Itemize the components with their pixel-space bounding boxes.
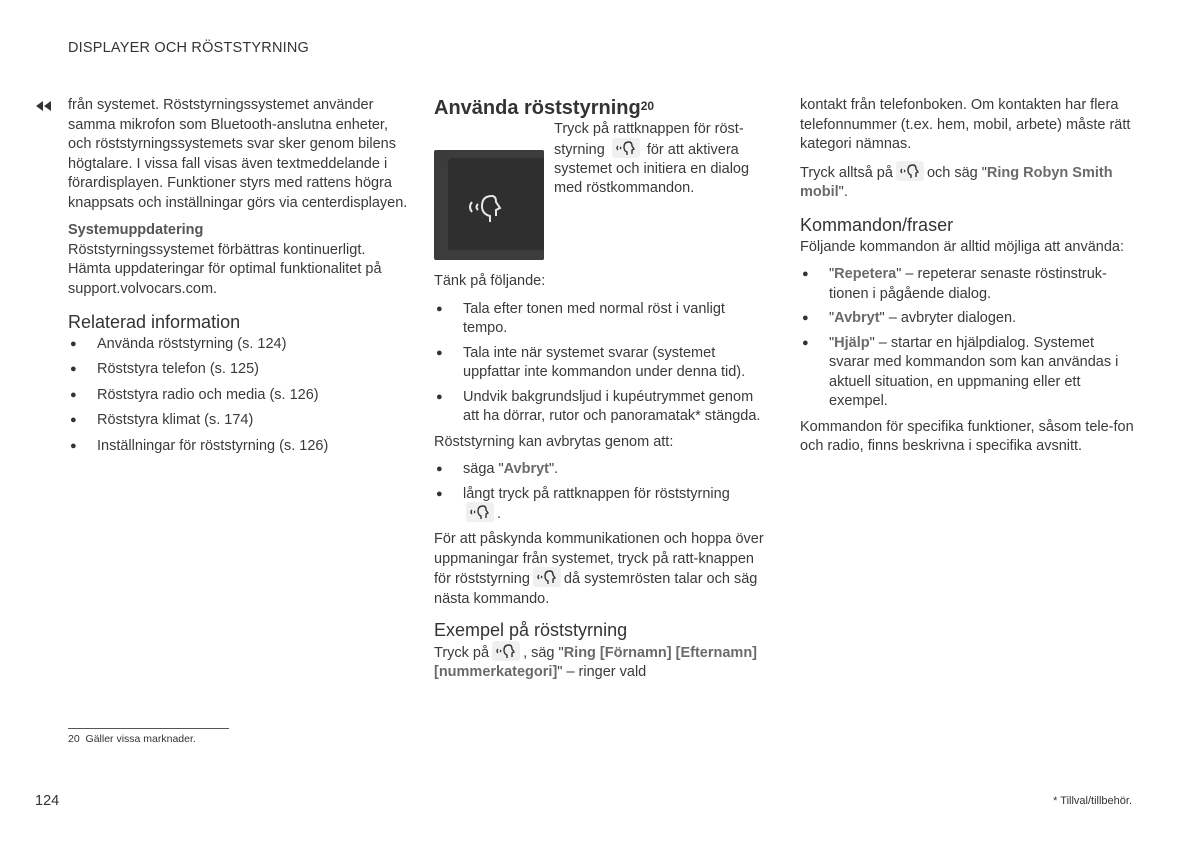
consider-intro: Tänk på följande: <box>434 273 546 289</box>
page-header: DISPLAYER OCH RÖSTSTYRNING <box>68 40 309 56</box>
text: då systemrösten talar och säg nästa kommando. <box>434 571 758 607</box>
cancel-intro: Röststyrning kan avbrytas genom att: <box>434 433 674 450</box>
text: , säg " <box>523 644 564 661</box>
update-paragraph: Röststyrningssystemet förbättras kontinuerligt. Hämta uppdateringar för optimal funktionalitet på support.volvocars.com. <box>68 241 382 297</box>
column-middle <box>434 96 769 690</box>
column-left <box>68 96 408 462</box>
text: – startar en hjälpdialog. Systemet svarar med kommandon som kan användas i aktuell situation, en uppmaning eller ett exempel. <box>829 334 1119 410</box>
caption-text-a: Tryck på rattknappen för röst-styrning <box>554 121 744 158</box>
text: . <box>497 505 502 522</box>
list-item: ● Tala inte när systemet svarar (systemet uppfattar inte kommandon under denna tid). <box>434 344 769 383</box>
command-text: Avbryt <box>503 461 550 477</box>
text: – repeterar senaste röstinstruk-tionen i pågående dialog. <box>829 266 1107 302</box>
voice-control-icon <box>492 641 520 661</box>
related-link[interactable]: ● Använda röststyrning (s. 124) <box>68 335 408 355</box>
command-text: Hjälp <box>834 334 870 351</box>
command-text: Repetera <box>834 266 897 283</box>
list-item: ● "Repetera" – repeterar senaste röstinstruk-tionen i pågående dialog. <box>800 265 1135 304</box>
text: säga " <box>463 461 504 477</box>
related-link[interactable]: ● Röststyra telefon (s. 125) <box>68 360 408 380</box>
cancel-list <box>434 460 769 524</box>
steering-button-figure <box>434 150 544 260</box>
command-text: Ring Robyn Smith mobil <box>800 164 1113 200</box>
example-paragraph <box>434 643 769 683</box>
related-link[interactable]: ● Röststyra klimat (s. 174) <box>68 411 408 431</box>
text: Tryck alltså på <box>800 164 893 181</box>
list-item <box>434 460 769 480</box>
column-right <box>800 96 1135 465</box>
list-item: ● Tala efter tonen med normal röst i vanligt tempo. <box>434 300 769 339</box>
option-note: * Tillval/tillbehör. <box>1053 795 1132 807</box>
related-heading: Relaterad information <box>68 312 241 332</box>
section-heading <box>434 96 769 120</box>
section-heading-text: Använda röststyrning <box>434 97 641 119</box>
text: För att påskynda kommunikationen och hoppa över uppmaningar från systemet, tryck på ratt-knappen för röststyrning <box>434 531 764 588</box>
list-item: ● "Hjälp" – startar en hjälpdialog. Systemet svarar med kommandon som kan användas i aktuell situation, en uppmaning eller ett exempel. <box>800 334 1135 412</box>
text: Tryck på <box>434 644 490 661</box>
footnote-text: Gäller vissa marknader. <box>85 733 196 745</box>
command-text: Avbryt <box>834 310 880 327</box>
footnote-number: 20 <box>68 733 80 745</box>
text: långt tryck på rattknappen för röststyrning <box>463 485 730 502</box>
list-item <box>434 485 769 525</box>
text: " – ringer vald <box>557 663 647 680</box>
list-item: ● Undvik bakgrundsljud i kupéutrymmet genom att ha dörrar, rutor och panoramatak* stängda. <box>434 388 769 427</box>
related-list <box>68 335 408 457</box>
footnote <box>68 733 196 745</box>
figure-caption <box>554 120 769 199</box>
double-left-arrow-icon[interactable] <box>36 98 52 116</box>
text: ". <box>549 461 559 477</box>
consider-list <box>434 300 769 427</box>
text: och säg " <box>926 164 987 181</box>
voice-control-icon <box>896 161 924 181</box>
voice-control-icon <box>612 138 640 158</box>
outro-paragraph: Kommandon för specifika funktioner, såsom tele-fon och radio, finns beskrivna i specifika avsnitt. <box>800 418 1134 455</box>
continuation-paragraph: kontakt från telefonboken. Om kontakten har flera telefonnummer (t.ex. hem, mobil, arbete) måste rätt kategori nämnas. <box>800 97 1131 152</box>
caption-text-b: för att aktivera systemet och initiera en dialog med röstkommandon. <box>554 141 750 197</box>
voice-control-icon <box>533 567 561 587</box>
speed-paragraph <box>434 530 769 609</box>
voice-control-icon <box>466 502 494 522</box>
example-heading: Exempel på röststyrning <box>434 620 628 641</box>
text: ". <box>838 183 848 200</box>
footnote-ref[interactable]: 20 <box>640 99 655 113</box>
update-heading: Systemuppdatering <box>68 222 204 238</box>
commands-intro: Följande kommandon är alltid möjliga att använda: <box>800 238 1125 255</box>
text: – avbryter dialogen. <box>884 310 1017 327</box>
commands-list <box>800 265 1135 412</box>
command-text: Ring [Förnamn] [Efternamn] [nummerkategori] <box>434 644 758 680</box>
list-item: ● "Avbryt" – avbryter dialogen. <box>800 309 1135 329</box>
related-link[interactable]: ● Inställningar för röststyrning (s. 126) <box>68 437 408 457</box>
intro-paragraph: från systemet. Röststyrningssystemet använder samma mikrofon som Bluetooth-anslutna enheter, och röststyrningssystemets svar sker genom bilens högtalare. I vissa fall visas även textmeddelande i förardisplayen. Funktioner styrs med rattens högra knappsats och inställningar görs via centerdisplayen. <box>68 97 408 211</box>
commands-heading: Kommandon/fraser <box>800 215 954 236</box>
related-link[interactable]: ● Röststyra radio och media (s. 126) <box>68 386 408 406</box>
then-paragraph <box>800 163 1135 203</box>
footnote-divider <box>68 728 229 729</box>
page-number: 124 <box>35 793 60 809</box>
